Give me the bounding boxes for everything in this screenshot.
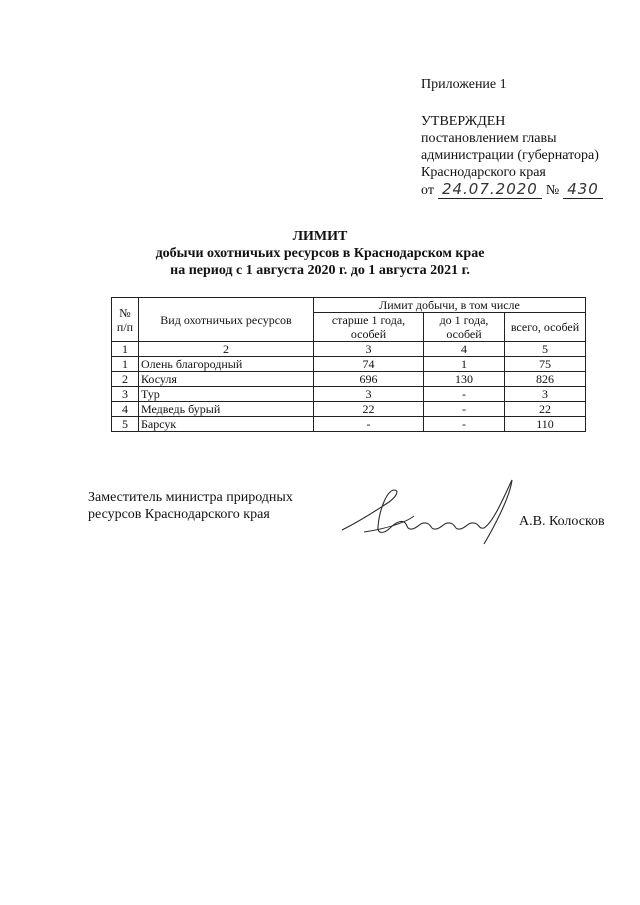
row-name: Косуля [139, 372, 314, 387]
header-type: Вид охотничьих ресурсов [139, 298, 314, 342]
row-total: 3 [505, 387, 586, 402]
date-prefix: от [421, 183, 434, 198]
row-num: 1 [112, 357, 139, 372]
row-name: Тур [139, 387, 314, 402]
row-num: 4 [112, 402, 139, 417]
header-older: старше 1 года, особей [314, 313, 424, 342]
row-younger: - [424, 387, 505, 402]
handwritten-signature [334, 472, 534, 552]
handwritten-number: 430 [563, 181, 603, 199]
index-cell: 5 [505, 342, 586, 357]
signer-name: А.В. Колосков [519, 514, 605, 529]
handwritten-date: 24.07.2020 [438, 181, 542, 199]
approval-line-2: администрации (губернатора) [421, 148, 599, 163]
signer-position [88, 489, 293, 523]
table-header-row [112, 298, 586, 313]
number-prefix: № [545, 183, 560, 198]
row-total: 110 [505, 417, 586, 432]
row-older: - [314, 417, 424, 432]
table-row [112, 372, 586, 387]
index-cell: 3 [314, 342, 424, 357]
position-line-2: ресурсов Краснодарского края [88, 507, 270, 522]
row-num: 2 [112, 372, 139, 387]
appendix-label: Приложение 1 [421, 77, 507, 92]
approved-heading: УТВЕРЖДЕН [421, 114, 506, 129]
row-total: 75 [505, 357, 586, 372]
row-older: 696 [314, 372, 424, 387]
header-younger: до 1 года, особей [424, 313, 505, 342]
row-name: Олень благородный [139, 357, 314, 372]
header-limit-group: Лимит добычи, в том числе [314, 298, 586, 313]
row-younger: - [424, 402, 505, 417]
row-younger: 130 [424, 372, 505, 387]
approval-line-1: постановлением главы [421, 131, 557, 146]
row-name: Барсук [139, 417, 314, 432]
title-sub-1: добычи охотничьих ресурсов в Краснодарском крае [155, 246, 485, 261]
row-younger: 1 [424, 357, 505, 372]
table-index-row [112, 342, 586, 357]
limits-table [111, 297, 586, 432]
row-older: 3 [314, 387, 424, 402]
table-row [112, 402, 586, 417]
title-sub-2: на период с 1 августа 2020 г. до 1 августа 2021 г. [170, 263, 470, 278]
approval-line-3: Краснодарского края [421, 165, 546, 180]
date-number-line [421, 181, 603, 199]
approval-block [421, 113, 603, 199]
table-row [112, 417, 586, 432]
header-num: № п/п [112, 298, 139, 342]
row-younger: - [424, 417, 505, 432]
table-row [112, 387, 586, 402]
row-num: 5 [112, 417, 139, 432]
document-title [0, 228, 640, 279]
row-total: 22 [505, 402, 586, 417]
title-main: ЛИМИТ [292, 229, 348, 244]
index-cell: 1 [112, 342, 139, 357]
position-line-1: Заместитель министра природных [88, 490, 293, 505]
row-num: 3 [112, 387, 139, 402]
row-total: 826 [505, 372, 586, 387]
table-row [112, 357, 586, 372]
row-name: Медведь бурый [139, 402, 314, 417]
row-older: 22 [314, 402, 424, 417]
index-cell: 4 [424, 342, 505, 357]
row-older: 74 [314, 357, 424, 372]
header-total: всего, особей [505, 313, 586, 342]
index-cell: 2 [139, 342, 314, 357]
